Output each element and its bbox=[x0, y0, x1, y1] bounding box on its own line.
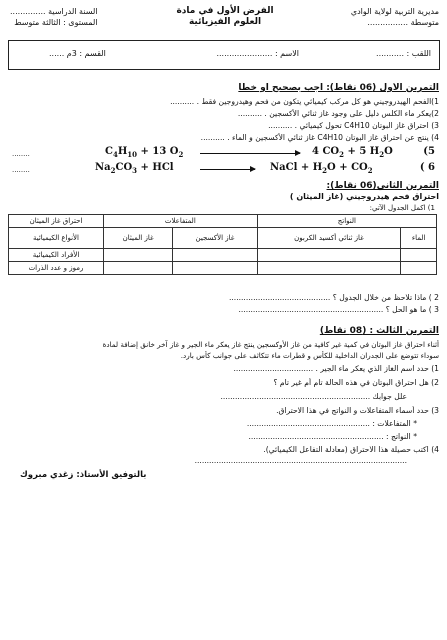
eq6-lhs: $Na_2CO_3$ + HCl bbox=[95, 162, 174, 175]
eq6-number: ( 6 bbox=[419, 162, 435, 173]
subject-title: العلوم الفيزيائية bbox=[188, 17, 262, 27]
ex1-item-4: 4) ينتج عن احتراق غاز البوتان C4H10 غاز ثنائي الأكسجين و الماء . .......... bbox=[200, 133, 439, 142]
ex3-q4: 4) اكتب حصيلة هذا الاحتراق (معادلة التفاعل الكيميائي). bbox=[263, 445, 439, 454]
ex3-intro-1: أثناء احتراق غاز البوتان في كمية غير كافية من غاز الأوكسجين ينتج غاز يعكر ماء الجير و غاز آخر خانق إضافة لمادة bbox=[102, 340, 439, 349]
water-col: الماء bbox=[401, 228, 437, 249]
reactants-header: المتفاعلات bbox=[104, 215, 258, 228]
eq6-answer-dots: ........ bbox=[12, 166, 30, 174]
ex1-item-1: 1)الفحم الهيدروجيني هو كل مركب كيميائي يتكون من فحم وهيدروجين فقط . .......... bbox=[170, 97, 439, 106]
eq5-lhs: $C_4H_{10} + 13$ $O_2$ bbox=[105, 146, 184, 159]
co2-col: غاز ثنائي أكسيد الكربون bbox=[257, 228, 401, 249]
cell[interactable] bbox=[257, 249, 401, 262]
cell[interactable] bbox=[257, 262, 401, 275]
species-header: الأنواع الكيميائية bbox=[9, 228, 104, 249]
surname-field: اللقب : ........... bbox=[376, 49, 431, 58]
eq5-rhs: 4 $CO_2 + 5$ $H_2O$ bbox=[312, 146, 393, 159]
ex2-title: التمرين الثاني(06 نقاط): bbox=[326, 181, 439, 191]
ex1-item-3: 3) احتراق غاز البوتان C4H10 تحول كيميائي . .......... bbox=[268, 121, 439, 130]
ex3-intro-2: سوداء تتوضع على الجدران الداخلية للكأس و قطرات ماء تتكاثف على جوانب كأس بارد. bbox=[180, 351, 439, 360]
name-field: الاسم : ...................... bbox=[216, 49, 299, 58]
cell[interactable] bbox=[401, 262, 437, 275]
ex2-q3: 3 ) ما هو الحل ؟ ............................................................ bbox=[238, 305, 439, 314]
methane-col: غاز الميثان bbox=[104, 228, 173, 249]
directorate-text: مديرية التربية لولاية الوادي bbox=[350, 7, 439, 16]
cell[interactable] bbox=[401, 249, 437, 262]
ex3-q3: 3) حدد أسماء المتفاعلات و النواتج في هذا الاحتراق. bbox=[276, 406, 439, 415]
ex1-title: التمرين الأول (06 نقاط): أجب بصحيح أو خطأ bbox=[238, 83, 439, 93]
teacher-signature: بالتوفيق الأستاذ: زغدي مبروك bbox=[20, 470, 147, 480]
class-field: القسم : 3م ...... bbox=[49, 49, 106, 58]
oxygen-col: غاز الأكسجين bbox=[173, 228, 257, 249]
ex2-subtitle: احتراق فحم هيدروجيني (غاز الميثان ) bbox=[289, 192, 439, 201]
products-header: النواتج bbox=[257, 215, 436, 228]
ex3-q4-dots: ........................................................................................ bbox=[194, 456, 407, 465]
ex3-q3-reactants: * المتفاعلات : ................................................... bbox=[246, 419, 417, 428]
ex2-table bbox=[8, 214, 437, 275]
cell[interactable] bbox=[173, 249, 257, 262]
cell[interactable] bbox=[104, 262, 173, 275]
student-info-box bbox=[8, 40, 440, 70]
ex3-q2: 2) هل احتراق البوتان في هذه الحالة تام أم غير تام ؟ bbox=[273, 378, 439, 387]
cell[interactable] bbox=[173, 262, 257, 275]
ex3-q1: 1) حدد اسم الغاز الذي يعكر ماء الجير . ................................. bbox=[233, 364, 439, 373]
ex2-q1: 1) اكمل الجدول الآتي: bbox=[369, 204, 435, 212]
table-corner: احتراق غاز الميثان bbox=[9, 215, 104, 228]
atoms-row-label: رموز و عدد الذرات bbox=[9, 262, 104, 275]
header-center bbox=[150, 6, 300, 28]
ex3-title: التمرين الثالث : (08 نقاط) bbox=[319, 326, 439, 336]
ex3-q2-justify: علل جوابك .............................................................. bbox=[220, 392, 407, 401]
eq5-number: (5 bbox=[423, 146, 435, 157]
eq6-rhs: NaCl + $H_2O + CO_2$ bbox=[270, 162, 373, 175]
school-year-text: السنة الدراسية .............. bbox=[10, 7, 98, 16]
eq6-arrow bbox=[200, 169, 255, 170]
eq5-answer-dots: ........ bbox=[12, 150, 30, 158]
level-text: المستوى : الثالثة متوسط bbox=[14, 18, 98, 27]
header-left bbox=[10, 6, 98, 28]
ex2-q2: 2 ) ماذا تلاحظ من خلال الجدول ؟ .......................................... bbox=[228, 293, 439, 302]
ex3-q3-products: * النواتج : ........................................................ bbox=[248, 432, 417, 441]
header-right bbox=[351, 6, 439, 28]
cell[interactable] bbox=[104, 249, 173, 262]
eq5-arrow bbox=[200, 153, 300, 154]
school-text: متوسطة ................ bbox=[367, 18, 439, 27]
ex1-item-2: 2)يعكر ماء الكلس دليل على وجود غاز ثنائي الأكسجين . .......... bbox=[237, 109, 439, 118]
exam-title: الفرض الأول في مادة bbox=[176, 6, 274, 16]
molecules-row-label: الأفراد الكيميائية bbox=[9, 249, 104, 262]
